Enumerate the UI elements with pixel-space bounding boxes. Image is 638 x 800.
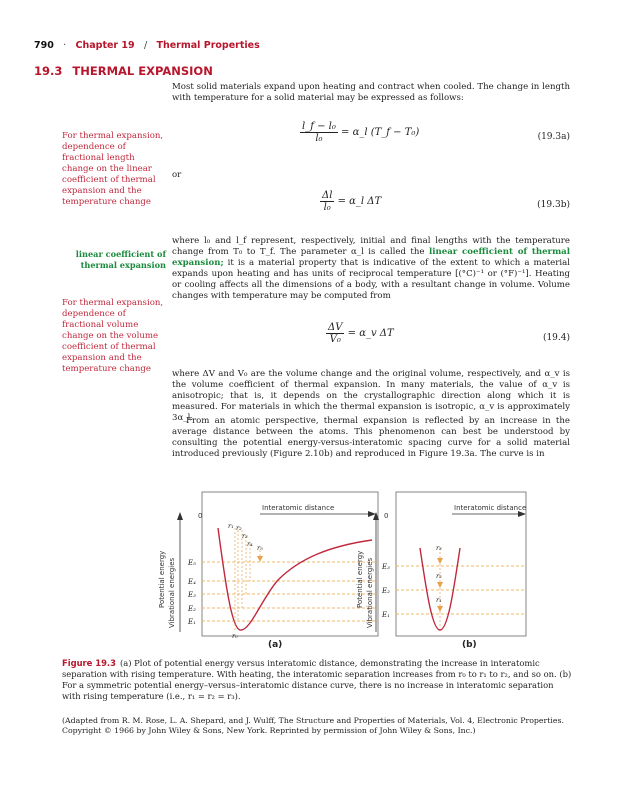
label-r2: r₂ [236,524,242,532]
b-label-r1: r₁ [436,596,442,604]
figure-a-zero: 0 [198,512,203,520]
paragraph-1: Most solid materials expand upon heating and contract when cooled. The change in length with temperature for a solid material may be expressed as follows: [172,82,570,103]
figure-b-zero: 0 [384,512,389,520]
paragraph-2-b: it is a material property that is indicative of the extent to which a material expands upon heating and has units of reciprocal temperature [(°C)⁻¹ or (°F)⁻¹]. Heating or cooling affects all the dimensions of a body, with a resultant change in volume. Volume changes with temperature may be computed from [172,258,570,301]
figure-b-label: (b) [462,640,477,650]
section-heading [34,64,213,78]
figure-a-yaxis-inner-label: Vibrational energies [168,557,176,628]
label-r1: r₁ [228,522,234,530]
label-e4: E₄ [188,578,196,586]
figure-a-label: (a) [268,640,283,650]
page-number: 790 [34,40,54,51]
eq2-rhs: = α_l ΔT [337,196,382,207]
label-e2: E₂ [188,605,196,613]
figure-caption [62,658,574,702]
label-r4: r₄ [247,540,253,548]
header-slash: / [143,40,148,51]
label-r0: r₀ [232,632,238,640]
eq1-denominator: l₀ [315,133,323,144]
chapter-title: Thermal Properties [156,40,260,51]
equation-19-3b [320,190,381,213]
label-e3: E₃ [188,591,196,599]
section-title: THERMAL EXPANSION [72,64,213,78]
running-header [34,40,260,51]
figure-a-frame [202,492,378,636]
margin-note-1: For thermal expansion, dependence of fractional length change on the linear coefficient of thermal expansion and the temperature change [62,131,164,207]
figure-a-e-labels [187,559,196,626]
figure-b-yaxis-arrow [373,512,379,520]
figure-b [356,488,528,638]
caption-text: (a) Plot of potential energy versus interatomic distance, demonstrating the increase in interatomic separation with rising temperature. With heating, the interatomic separation increases from r₀ to r₁ to r₂, and so on. (b) For a symmetric potential energy–versus–interatomic distance curve, there is no increase in interatomic separation with rising temperature (i.e., r₁ = r₂ = r₃). [62,658,572,701]
section-number: 19.3 [34,64,63,78]
figure-a-yaxis-arrow [177,512,183,520]
paragraph-2-a: where l₀ and l_f represent, respectively, initial and final lengths with the temperature change from T₀ to T_f. The parameter α_l is called the [172,236,570,257]
eq1-label: (19.3a) [537,132,570,142]
b-label-e1: E₁ [382,611,390,619]
figure-a-yaxis-outer-label: Potential energy [158,550,166,608]
label-e5: E₅ [188,559,196,567]
margin-note-2: linear coefficient of thermal expansion [75,249,166,270]
eq2-label: (19.3b) [537,200,570,210]
eq3-rhs: = α_v ΔT [347,328,394,339]
figure-credit: (Adapted from R. M. Rose, L. A. Shepard, and J. Wulff, The Structure and Properties of Materials, Vol. 4, Electronic Properties. Copyright © 1966 by John Wiley & Sons, New York. Reprinted by permission of John Wiley & Sons, Inc.) [62,716,564,735]
eq1-numerator: l_f − l₀ [302,121,336,132]
header-dot: · [63,40,67,51]
figure-b-e-labels [381,563,390,619]
b-label-e2: E₂ [382,587,390,595]
eq2-numerator: Δl [322,190,333,201]
eq3-denominator: V₀ [329,334,341,345]
chapter-label: Chapter 19 [75,40,135,51]
paragraph-3: where ΔV and V₀ are the volume change and the original volume, respectively, and α_v is the volume coefficient of thermal expansion. In many materials, the value of α_v is anisotropic; that is, it depends on the crystallographic direction along which it is measured. For materials in which the thermal expansion is isotropic, α_v is approximately 3α_l. [172,369,570,423]
equation-19-3a [300,121,419,144]
figure-a [150,488,378,638]
eq3-numerator: ΔV [328,322,343,333]
b-label-r3: r₃ [436,544,442,552]
b-label-r2: r₂ [436,572,442,580]
figure-a-xaxis-label: Interatomic distance [262,504,335,512]
paragraph-4: From an atomic perspective, thermal expansion is reflected by an increase in the average distance between the atoms. This phenomenon can best be understood by consulting the potential energy-versus-interatomic spacing curve for a solid material introduced previously (Figure 2.10b) and reproduced in Figure 19.3a. The curve is in [172,416,570,459]
equation-19-4 [326,322,394,345]
eq3-label: (19.4) [542,333,570,343]
key-term-linear-coefficient: linear coefficient of thermal expansion; [172,247,570,268]
margin-note-3: For thermal expansion, dependence of fractional volume change on the volume coefficient of thermal expansion and the temperature change [62,298,164,374]
label-r3: r₃ [242,532,248,540]
eq1-rhs: = α_l (T_f − T₀) [341,127,420,138]
figure-b-xaxis-label: Interatomic distance [454,504,527,512]
or-word: or [172,170,182,180]
eq2-denominator: l₀ [323,202,331,213]
label-r5: r₅ [257,544,263,552]
paragraph-2 [172,236,570,302]
figure-b-yaxis-inner-label: Vibrational energies [366,557,374,628]
label-e1: E₁ [188,618,196,626]
caption-label: Figure 19.3 [62,658,116,668]
figure-b-yaxis-outer-label: Potential energy [356,550,364,608]
b-label-e3: E₃ [382,563,390,571]
